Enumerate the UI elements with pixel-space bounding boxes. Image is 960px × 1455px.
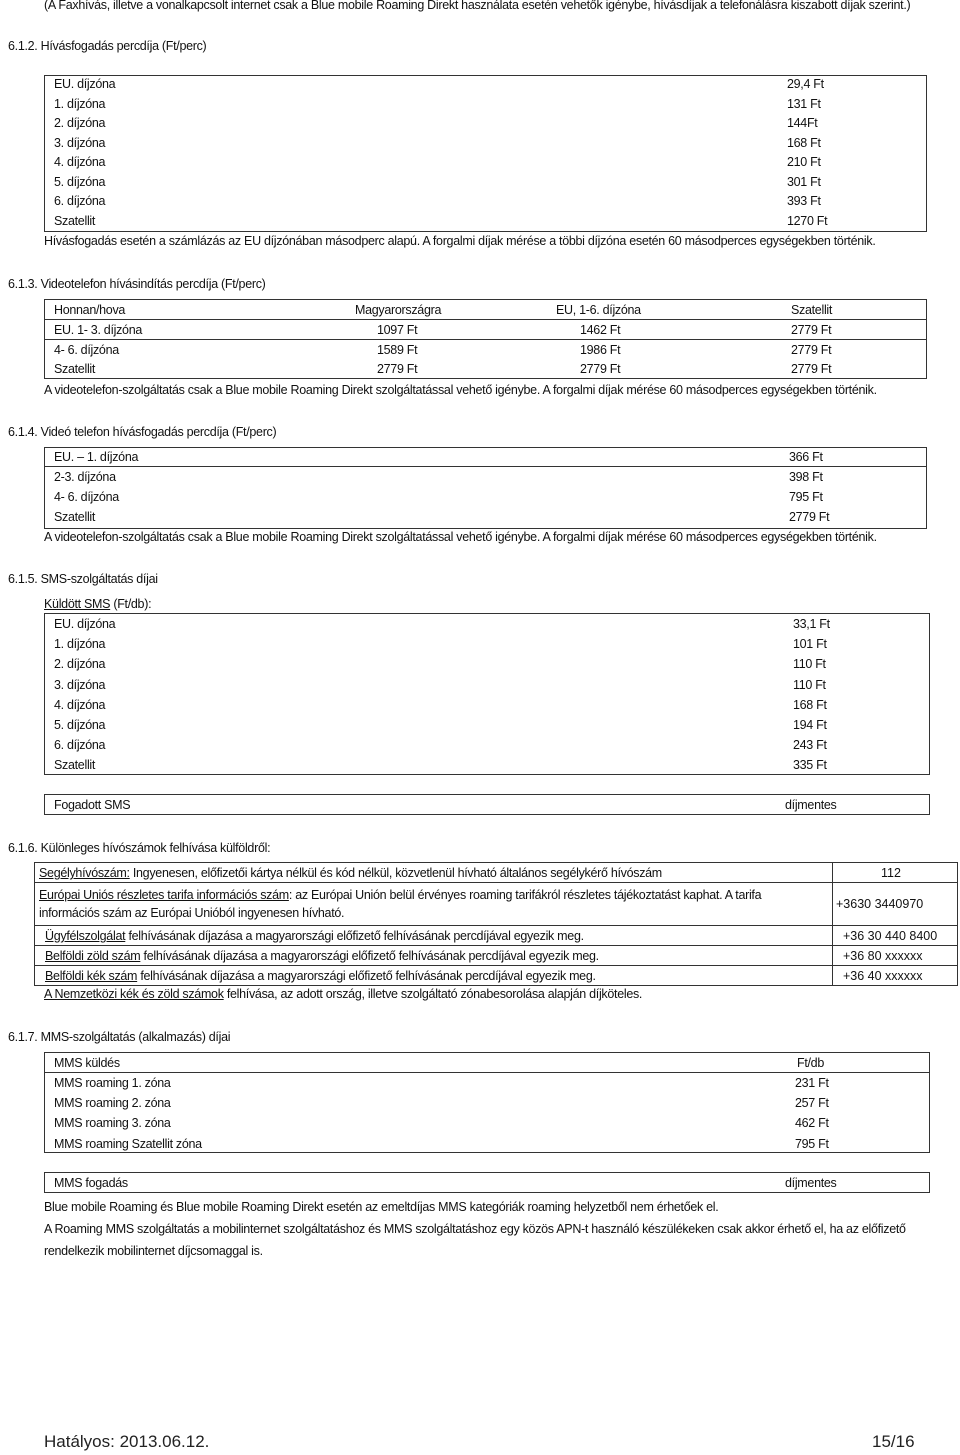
section-heading-612: 6.1.2. Hívásfogadás percdíja (Ft/perc) xyxy=(8,39,207,53)
price-cell: 257 Ft xyxy=(795,1096,829,1111)
zone-cell: 6. díjzóna xyxy=(54,738,106,753)
label-cell: MMS fogadás xyxy=(54,1176,128,1190)
note-616 xyxy=(44,986,642,1002)
row-text: felhívásának díjazása a magyarországi előfizető felhívásának percdíjával egyezik meg. xyxy=(125,929,584,943)
table-row xyxy=(34,965,833,986)
price-cell: 101 Ft xyxy=(793,637,827,652)
price-cell: 301 Ft xyxy=(787,174,821,189)
price-cell: 1462 Ft xyxy=(580,323,621,337)
zone-cell: 4. díjzóna xyxy=(54,155,106,169)
zone-cell: 3. díjzóna xyxy=(54,135,106,150)
price-cell: 144Ft xyxy=(787,116,818,130)
header-cell: EU, 1-6. díjzóna xyxy=(556,303,641,317)
table-row xyxy=(45,715,929,735)
table-row xyxy=(34,882,833,926)
table-row xyxy=(45,191,926,211)
zone-cell: 4- 6. díjzóna xyxy=(54,343,119,357)
price-cell: 795 Ft xyxy=(795,1136,829,1151)
table-row xyxy=(45,340,926,360)
header-cell: Magyarországra xyxy=(355,303,442,317)
table-header-row xyxy=(45,1053,929,1073)
table-header-row xyxy=(45,300,926,320)
number-cell: 112 xyxy=(832,862,958,883)
price-cell: 1097 Ft xyxy=(377,323,418,337)
row-title: Európai Uniós részletes tarifa információs szám xyxy=(39,888,289,902)
table-row xyxy=(34,925,833,946)
row-text: felhívásának díjazása a magyarországi előfizető felhívásának percdíjával egyezik meg. xyxy=(140,949,599,963)
zone-cell: 5. díjzóna xyxy=(54,174,106,189)
table-row xyxy=(45,1173,929,1193)
table-row xyxy=(45,695,929,715)
zone-cell: 4. díjzóna xyxy=(54,697,106,712)
price-cell: 2779 Ft xyxy=(377,362,418,376)
table-row xyxy=(45,1093,929,1113)
price-cell: 2779 Ft xyxy=(791,343,832,357)
price-cell: 168 Ft xyxy=(787,135,821,150)
footer-effective-date: Hatályos: 2013.06.12. xyxy=(44,1432,210,1451)
price-cell: 168 Ft xyxy=(793,697,827,712)
zone-cell: EU. 1- 3. díjzóna xyxy=(54,323,143,337)
table-row xyxy=(45,211,926,231)
table-617-receive xyxy=(44,1172,930,1193)
table-row xyxy=(45,795,929,815)
header-cell: Honnan/hova xyxy=(54,303,126,317)
zone-cell: MMS roaming 1. zóna xyxy=(54,1076,171,1090)
price-cell: 194 Ft xyxy=(793,718,827,732)
price-cell: 131 Ft xyxy=(787,96,821,111)
number-cell: +36 80 xxxxxx xyxy=(832,945,958,966)
price-cell: díjmentes xyxy=(785,798,837,812)
price-cell: 2779 Ft xyxy=(791,323,832,337)
zone-cell: Szatellit xyxy=(54,213,96,228)
price-cell: 462 Ft xyxy=(795,1116,829,1131)
price-cell: 366 Ft xyxy=(789,450,823,464)
table-row xyxy=(45,320,926,340)
zone-cell: 6. díjzóna xyxy=(54,194,106,208)
zone-cell: EU. – 1. díjzóna xyxy=(54,450,139,464)
table-row xyxy=(45,1073,929,1093)
table-row xyxy=(45,654,929,674)
table-row xyxy=(45,507,926,527)
zone-cell: EU. díjzóna xyxy=(54,617,116,631)
zone-cell: 5. díjzóna xyxy=(54,718,106,732)
price-cell: 33,1 Ft xyxy=(793,617,830,631)
price-cell: 335 Ft xyxy=(793,758,827,773)
price-cell: 2779 Ft xyxy=(580,362,621,376)
table-row xyxy=(45,1113,929,1133)
zone-cell: Szatellit xyxy=(54,510,96,524)
zone-cell: 3. díjzóna xyxy=(54,677,106,692)
number-cell: +3630 3440970 xyxy=(832,882,958,926)
table-614 xyxy=(44,447,927,529)
price-cell: 29,4 Ft xyxy=(787,77,824,91)
table-row xyxy=(45,634,929,654)
price-cell: 2779 Ft xyxy=(791,362,832,376)
note-617-3: rendelkezik mobilinternet díjcsomaggal is. xyxy=(44,1244,263,1258)
header-cell: Ft/db xyxy=(797,1056,824,1070)
note-613: A videotelefon-szolgáltatás csak a Blue mobile Roaming Direkt szolgáltatással vehető igénybe. A forgalmi díjak mérése 60 másodperces egységekben történik. xyxy=(44,383,877,397)
zone-cell: 2. díjzóna xyxy=(54,657,106,672)
zone-cell: MMS roaming Szatellit zóna xyxy=(54,1136,202,1151)
sms-sent-bold: Küldött SMS xyxy=(44,597,111,611)
row-title: Belföldi zöld szám xyxy=(45,949,141,963)
note-text: felhívása, az adott ország, illetve szolgáltató zónabesorolása alapján díjköteles. xyxy=(223,987,643,1001)
row-text: felhívásának díjazása a magyarországi előfizető felhívásának percdíjával egyezik meg. xyxy=(137,969,596,983)
table-row xyxy=(45,1134,929,1154)
table-row xyxy=(45,172,926,192)
note-614: A videotelefon-szolgáltatás csak a Blue mobile Roaming Direkt szolgáltatással vehető igénybe. A forgalmi díjak mérése 60 másodperces egységekben történik. xyxy=(44,530,877,544)
table-615 xyxy=(44,613,930,775)
table-row xyxy=(45,94,926,114)
zone-cell: EU. díjzóna xyxy=(54,77,116,91)
table-row xyxy=(34,945,833,966)
note-612: Hívásfogadás esetén a számlázás az EU díjzónában másodperc alapú. A forgalmi díjak mérése a többi díjzóna esetén 60 másodperces egységekben történik. xyxy=(44,234,876,248)
zone-cell: 1. díjzóna xyxy=(54,637,106,652)
top-note: (A Faxhívás, illetve a vonalkapcsolt internet csak a Blue mobile Roaming Direkt használata esetén vehetők igénybe, hívásdíjak a telefonálásra kiszabott díjak szerint.) xyxy=(44,0,911,12)
table-row xyxy=(45,675,929,695)
price-cell: 110 Ft xyxy=(793,657,826,672)
footer-page-number: 15/16 xyxy=(872,1432,915,1451)
sms-sent-unit: (Ft/db): xyxy=(110,597,152,611)
price-cell: 210 Ft xyxy=(787,155,821,169)
zone-cell: Szatellit xyxy=(54,362,96,376)
row-text: : az Európai Unión belül érvényes roaming tarifákról részletes tájékoztatást kaphat. A tarifa xyxy=(288,888,762,902)
table-row xyxy=(45,614,929,634)
table-row xyxy=(45,487,926,507)
table-row xyxy=(45,467,926,487)
table-row xyxy=(45,133,926,153)
row-title: Belföldi kék szám xyxy=(45,969,138,983)
row-text: Ingyenesen, előfizetői kártya nélkül és kód nélkül, közvetlenül hívható általános segélykérő hívószám xyxy=(129,866,662,880)
zone-cell: 1. díjzóna xyxy=(54,96,106,111)
table-row xyxy=(45,735,929,755)
price-cell: 110 Ft xyxy=(793,677,826,692)
price-cell: díjmentes xyxy=(785,1176,837,1190)
zone-cell: 4- 6. díjzóna xyxy=(54,490,119,504)
table-row xyxy=(45,74,926,94)
table-617 xyxy=(44,1052,930,1153)
price-cell: 1986 Ft xyxy=(580,343,621,357)
table-row xyxy=(34,862,833,883)
table-616 xyxy=(34,862,958,984)
row-title: Segélyhívószám: xyxy=(39,866,130,880)
table-613 xyxy=(44,299,927,379)
sms-sent-label xyxy=(44,596,151,612)
price-cell: 795 Ft xyxy=(789,490,823,504)
note-617-1: Blue mobile Roaming és Blue mobile Roaming Direkt esetén az emeltdíjas MMS kategóriák roaming helyzetből nem érhetőek el. xyxy=(44,1200,719,1214)
price-cell: 393 Ft xyxy=(787,194,821,208)
price-cell: 1589 Ft xyxy=(377,343,418,357)
number-cell: +36 30 440 8400 xyxy=(832,925,958,946)
table-615-received xyxy=(44,794,930,815)
zone-cell: MMS roaming 2. zóna xyxy=(54,1096,171,1111)
section-heading-614: 6.1.4. Videó telefon hívásfogadás percdíja (Ft/perc) xyxy=(8,425,277,439)
table-612 xyxy=(44,75,927,232)
header-cell: Szatellit xyxy=(791,303,833,317)
zone-cell: 2-3. díjzóna xyxy=(54,470,116,484)
zone-cell: Fogadott SMS xyxy=(54,798,131,812)
zone-cell: Szatellit xyxy=(54,758,96,773)
number-cell: +36 40 xxxxxx xyxy=(832,965,958,986)
price-cell: 231 Ft xyxy=(795,1076,829,1090)
zone-cell: MMS roaming 3. zóna xyxy=(54,1116,171,1131)
table-row xyxy=(45,755,929,775)
row-text-2: információs szám az Európai Unióból ingyenesen hívható. xyxy=(39,906,345,920)
table-row xyxy=(45,152,926,172)
price-cell: 2779 Ft xyxy=(789,510,830,524)
table-row xyxy=(45,113,926,133)
section-heading-615: 6.1.5. SMS-szolgáltatás díjai xyxy=(8,572,158,586)
price-cell: 243 Ft xyxy=(793,738,827,753)
table-row xyxy=(45,359,926,379)
section-heading-613: 6.1.3. Videotelefon hívásindítás percdíja (Ft/perc) xyxy=(8,277,266,291)
section-heading-617: 6.1.7. MMS-szolgáltatás (alkalmazás) díjai xyxy=(8,1030,231,1044)
price-cell: 1270 Ft xyxy=(787,213,828,228)
section-heading-616: 6.1.6. Különleges hívószámok felhívása külföldről: xyxy=(8,841,271,855)
price-cell: 398 Ft xyxy=(789,470,823,484)
note-bold: A Nemzetközi kék és zöld számok xyxy=(44,987,224,1001)
table-row xyxy=(45,447,926,467)
header-cell: MMS küldés xyxy=(54,1056,120,1070)
note-617-2: A Roaming MMS szolgáltatás a mobilinternet szolgáltatáshoz és MMS szolgáltatáshoz egy közös APN-t használó készülékeken csak akkor érhető el, ha az előfizető xyxy=(44,1222,906,1236)
row-title: Ügyfélszolgálat xyxy=(45,929,126,943)
zone-cell: 2. díjzóna xyxy=(54,116,106,130)
